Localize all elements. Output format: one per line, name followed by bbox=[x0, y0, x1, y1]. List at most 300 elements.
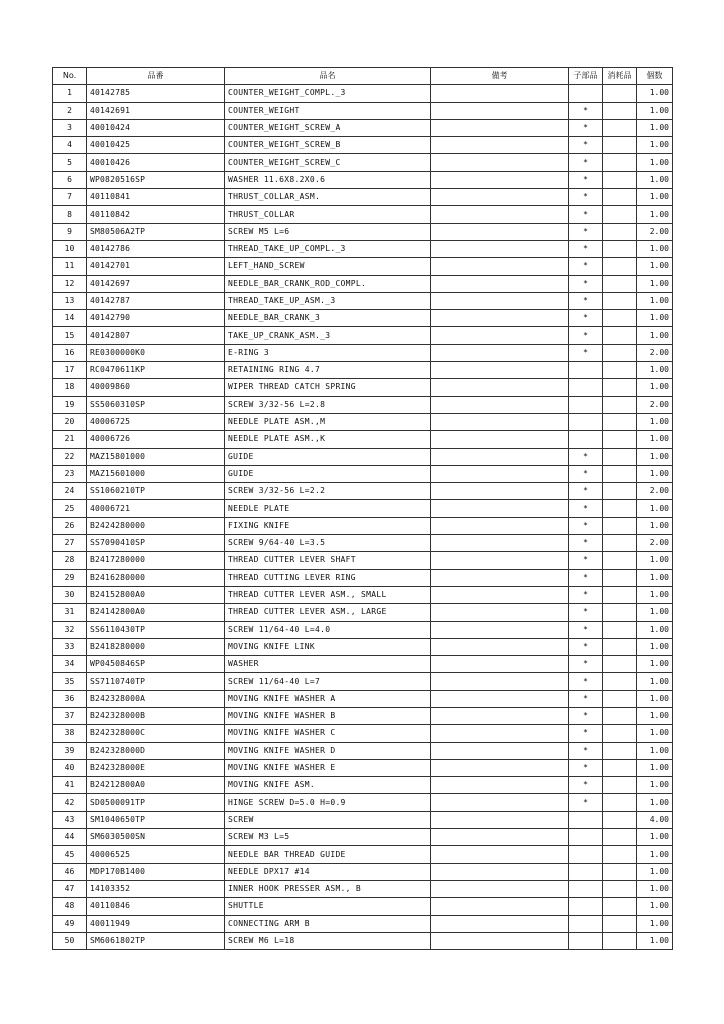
cell-consumable bbox=[603, 552, 637, 569]
table-row bbox=[53, 777, 673, 794]
cell-no: 3 bbox=[53, 119, 87, 136]
cell-no: 32 bbox=[53, 621, 87, 638]
cell-consumable bbox=[603, 137, 637, 154]
cell-qty: 2.00 bbox=[637, 396, 673, 413]
cell-sub: * bbox=[569, 552, 603, 569]
cell-code: 40010424 bbox=[87, 119, 225, 136]
cell-name: CONNECTING ARM B bbox=[225, 915, 431, 932]
cell-name: THRUST_COLLAR bbox=[225, 206, 431, 223]
cell-qty: 1.00 bbox=[637, 362, 673, 379]
cell-name: COUNTER_WEIGHT_SCREW_A bbox=[225, 119, 431, 136]
cell-code: 14103352 bbox=[87, 880, 225, 897]
cell-code: SS1060210TP bbox=[87, 483, 225, 500]
cell-no: 39 bbox=[53, 742, 87, 759]
cell-qty: 1.00 bbox=[637, 206, 673, 223]
cell-qty: 1.00 bbox=[637, 707, 673, 724]
cell-qty: 1.00 bbox=[637, 310, 673, 327]
cell-code: MAZ15801000 bbox=[87, 448, 225, 465]
cell-consumable bbox=[603, 690, 637, 707]
cell-sub: * bbox=[569, 656, 603, 673]
cell-consumable bbox=[603, 915, 637, 932]
cell-no: 19 bbox=[53, 396, 87, 413]
cell-no: 23 bbox=[53, 465, 87, 482]
table-row bbox=[53, 863, 673, 880]
cell-consumable bbox=[603, 829, 637, 846]
cell-remarks bbox=[431, 362, 569, 379]
cell-name: TAKE_UP_CRANK_ASM._3 bbox=[225, 327, 431, 344]
cell-consumable bbox=[603, 189, 637, 206]
cell-consumable bbox=[603, 292, 637, 309]
cell-name: RETAINING RING 4.7 bbox=[225, 362, 431, 379]
cell-remarks bbox=[431, 85, 569, 102]
cell-qty: 1.00 bbox=[637, 431, 673, 448]
cell-qty: 1.00 bbox=[637, 569, 673, 586]
cell-qty: 1.00 bbox=[637, 586, 673, 603]
cell-consumable bbox=[603, 258, 637, 275]
table-row bbox=[53, 880, 673, 897]
cell-sub: * bbox=[569, 673, 603, 690]
table-row bbox=[53, 206, 673, 223]
table-row bbox=[53, 915, 673, 932]
cell-qty: 1.00 bbox=[637, 829, 673, 846]
cell-no: 18 bbox=[53, 379, 87, 396]
cell-no: 48 bbox=[53, 898, 87, 915]
cell-code: SM6030500SN bbox=[87, 829, 225, 846]
cell-qty: 1.00 bbox=[637, 759, 673, 776]
table-row bbox=[53, 171, 673, 188]
cell-sub: * bbox=[569, 569, 603, 586]
table-row bbox=[53, 413, 673, 430]
cell-no: 33 bbox=[53, 638, 87, 655]
cell-qty: 1.00 bbox=[637, 932, 673, 949]
cell-consumable bbox=[603, 604, 637, 621]
cell-remarks bbox=[431, 656, 569, 673]
cell-sub: * bbox=[569, 171, 603, 188]
cell-consumable bbox=[603, 517, 637, 534]
cell-code: B242328000C bbox=[87, 725, 225, 742]
cell-sub: * bbox=[569, 586, 603, 603]
cell-code: 40142807 bbox=[87, 327, 225, 344]
cell-code: B2424280000 bbox=[87, 517, 225, 534]
cell-code: 40142701 bbox=[87, 258, 225, 275]
cell-code: 40011949 bbox=[87, 915, 225, 932]
cell-sub bbox=[569, 829, 603, 846]
cell-name: NEEDLE_BAR_CRANK_3 bbox=[225, 310, 431, 327]
cell-remarks bbox=[431, 448, 569, 465]
table-row bbox=[53, 344, 673, 361]
cell-consumable bbox=[603, 673, 637, 690]
cell-no: 35 bbox=[53, 673, 87, 690]
cell-name: SCREW M3 L=5 bbox=[225, 829, 431, 846]
cell-name: MOVING KNIFE LINK bbox=[225, 638, 431, 655]
cell-no: 47 bbox=[53, 880, 87, 897]
cell-no: 43 bbox=[53, 811, 87, 828]
cell-sub: * bbox=[569, 621, 603, 638]
cell-remarks bbox=[431, 552, 569, 569]
cell-code: B2417280000 bbox=[87, 552, 225, 569]
table-row bbox=[53, 898, 673, 915]
cell-consumable bbox=[603, 413, 637, 430]
cell-no: 17 bbox=[53, 362, 87, 379]
cell-qty: 1.00 bbox=[637, 102, 673, 119]
cell-sub bbox=[569, 932, 603, 949]
table-row bbox=[53, 119, 673, 136]
cell-remarks bbox=[431, 638, 569, 655]
cell-qty: 2.00 bbox=[637, 223, 673, 240]
cell-consumable bbox=[603, 777, 637, 794]
cell-name: SCREW 9/64-40 L=3.5 bbox=[225, 535, 431, 552]
cell-sub: * bbox=[569, 517, 603, 534]
cell-remarks bbox=[431, 932, 569, 949]
cell-consumable bbox=[603, 707, 637, 724]
cell-no: 29 bbox=[53, 569, 87, 586]
cell-sub: * bbox=[569, 344, 603, 361]
cell-sub: * bbox=[569, 500, 603, 517]
cell-code: 40110846 bbox=[87, 898, 225, 915]
cell-consumable bbox=[603, 846, 637, 863]
cell-remarks bbox=[431, 880, 569, 897]
cell-qty: 1.00 bbox=[637, 448, 673, 465]
cell-remarks bbox=[431, 673, 569, 690]
cell-no: 24 bbox=[53, 483, 87, 500]
cell-no: 49 bbox=[53, 915, 87, 932]
cell-qty: 1.00 bbox=[637, 656, 673, 673]
cell-no: 6 bbox=[53, 171, 87, 188]
cell-name: WIPER THREAD CATCH SPRING bbox=[225, 379, 431, 396]
table-row bbox=[53, 552, 673, 569]
cell-no: 7 bbox=[53, 189, 87, 206]
header-code: 品番 bbox=[87, 68, 225, 85]
cell-name: HINGE SCREW D=5.0 H=0.9 bbox=[225, 794, 431, 811]
cell-qty: 1.00 bbox=[637, 777, 673, 794]
table-row bbox=[53, 690, 673, 707]
cell-name: MOVING KNIFE WASHER C bbox=[225, 725, 431, 742]
cell-sub bbox=[569, 431, 603, 448]
cell-sub: * bbox=[569, 275, 603, 292]
cell-sub bbox=[569, 379, 603, 396]
cell-consumable bbox=[603, 880, 637, 897]
cell-qty: 1.00 bbox=[637, 604, 673, 621]
cell-code: B2418280000 bbox=[87, 638, 225, 655]
cell-qty: 1.00 bbox=[637, 327, 673, 344]
cell-name: WASHER 11.6X8.2X0.6 bbox=[225, 171, 431, 188]
cell-name: COUNTER_WEIGHT_SCREW_C bbox=[225, 154, 431, 171]
cell-qty: 2.00 bbox=[637, 344, 673, 361]
cell-qty: 1.00 bbox=[637, 690, 673, 707]
cell-name: SCREW 3/32-56 L=2.2 bbox=[225, 483, 431, 500]
cell-consumable bbox=[603, 621, 637, 638]
cell-consumable bbox=[603, 638, 637, 655]
cell-name: MOVING KNIFE WASHER A bbox=[225, 690, 431, 707]
cell-qty: 1.00 bbox=[637, 413, 673, 430]
table-row bbox=[53, 258, 673, 275]
cell-sub: * bbox=[569, 240, 603, 257]
cell-name: GUIDE bbox=[225, 465, 431, 482]
cell-qty: 1.00 bbox=[637, 794, 673, 811]
cell-consumable bbox=[603, 811, 637, 828]
cell-no: 50 bbox=[53, 932, 87, 949]
cell-consumable bbox=[603, 586, 637, 603]
table-row bbox=[53, 189, 673, 206]
cell-no: 46 bbox=[53, 863, 87, 880]
table-row bbox=[53, 102, 673, 119]
table-row bbox=[53, 275, 673, 292]
cell-code: 40110842 bbox=[87, 206, 225, 223]
cell-code: B242328000B bbox=[87, 707, 225, 724]
cell-name: NEEDLE PLATE ASM.,K bbox=[225, 431, 431, 448]
cell-qty: 1.00 bbox=[637, 552, 673, 569]
cell-consumable bbox=[603, 465, 637, 482]
cell-no: 11 bbox=[53, 258, 87, 275]
cell-code: B242328000E bbox=[87, 759, 225, 776]
cell-no: 2 bbox=[53, 102, 87, 119]
cell-consumable bbox=[603, 725, 637, 742]
cell-name: MOVING KNIFE ASM. bbox=[225, 777, 431, 794]
cell-remarks bbox=[431, 742, 569, 759]
cell-consumable bbox=[603, 759, 637, 776]
cell-name: THRUST_COLLAR_ASM. bbox=[225, 189, 431, 206]
table-row bbox=[53, 932, 673, 949]
table-row bbox=[53, 483, 673, 500]
table-row bbox=[53, 240, 673, 257]
cell-qty: 1.00 bbox=[637, 292, 673, 309]
cell-remarks bbox=[431, 137, 569, 154]
cell-consumable bbox=[603, 275, 637, 292]
cell-remarks bbox=[431, 102, 569, 119]
cell-qty: 1.00 bbox=[637, 258, 673, 275]
cell-code: 40142785 bbox=[87, 85, 225, 102]
cell-sub: * bbox=[569, 258, 603, 275]
header-no: No. bbox=[53, 68, 87, 85]
header-qty: 個数 bbox=[637, 68, 673, 85]
cell-consumable bbox=[603, 500, 637, 517]
table-body bbox=[53, 85, 673, 950]
cell-code: 40010425 bbox=[87, 137, 225, 154]
cell-sub: * bbox=[569, 638, 603, 655]
cell-code: 40142691 bbox=[87, 102, 225, 119]
cell-no: 40 bbox=[53, 759, 87, 776]
cell-sub bbox=[569, 413, 603, 430]
cell-name: SCREW 11/64-40 L=7 bbox=[225, 673, 431, 690]
table-row bbox=[53, 448, 673, 465]
cell-code: SS5060310SP bbox=[87, 396, 225, 413]
cell-remarks bbox=[431, 535, 569, 552]
cell-sub: * bbox=[569, 292, 603, 309]
cell-consumable bbox=[603, 154, 637, 171]
cell-no: 15 bbox=[53, 327, 87, 344]
cell-name: GUIDE bbox=[225, 448, 431, 465]
cell-no: 36 bbox=[53, 690, 87, 707]
cell-consumable bbox=[603, 327, 637, 344]
cell-name: NEEDLE PLATE ASM.,M bbox=[225, 413, 431, 430]
cell-code: 40142697 bbox=[87, 275, 225, 292]
cell-remarks bbox=[431, 223, 569, 240]
cell-remarks bbox=[431, 413, 569, 430]
table-row bbox=[53, 725, 673, 742]
cell-code: MAZ15601000 bbox=[87, 465, 225, 482]
cell-remarks bbox=[431, 569, 569, 586]
table-row bbox=[53, 154, 673, 171]
cell-code: B242328000D bbox=[87, 742, 225, 759]
cell-no: 38 bbox=[53, 725, 87, 742]
cell-code: 40006726 bbox=[87, 431, 225, 448]
cell-qty: 1.00 bbox=[637, 137, 673, 154]
cell-remarks bbox=[431, 725, 569, 742]
cell-qty: 1.00 bbox=[637, 85, 673, 102]
cell-code: MDP170B1400 bbox=[87, 863, 225, 880]
cell-sub: * bbox=[569, 154, 603, 171]
cell-no: 1 bbox=[53, 85, 87, 102]
cell-no: 25 bbox=[53, 500, 87, 517]
cell-no: 22 bbox=[53, 448, 87, 465]
cell-name: SCREW bbox=[225, 811, 431, 828]
cell-code: B24142800A0 bbox=[87, 604, 225, 621]
cell-no: 42 bbox=[53, 794, 87, 811]
cell-remarks bbox=[431, 379, 569, 396]
cell-consumable bbox=[603, 344, 637, 361]
cell-consumable bbox=[603, 535, 637, 552]
cell-name: FIXING KNIFE bbox=[225, 517, 431, 534]
cell-name: INNER HOOK PRESSER ASM., B bbox=[225, 880, 431, 897]
table-row bbox=[53, 396, 673, 413]
cell-qty: 1.00 bbox=[637, 171, 673, 188]
header-remarks: 備考 bbox=[431, 68, 569, 85]
cell-code: B242328000A bbox=[87, 690, 225, 707]
cell-no: 27 bbox=[53, 535, 87, 552]
cell-code: RC0470611KP bbox=[87, 362, 225, 379]
cell-sub bbox=[569, 863, 603, 880]
cell-name: MOVING KNIFE WASHER B bbox=[225, 707, 431, 724]
cell-qty: 4.00 bbox=[637, 811, 673, 828]
cell-qty: 1.00 bbox=[637, 898, 673, 915]
cell-code: SS7090410SP bbox=[87, 535, 225, 552]
cell-sub: * bbox=[569, 759, 603, 776]
cell-name: SCREW M5 L=6 bbox=[225, 223, 431, 240]
cell-code: RE0300000K0 bbox=[87, 344, 225, 361]
cell-name: NEEDLE_BAR_CRANK_ROD_COMPL. bbox=[225, 275, 431, 292]
table-row bbox=[53, 85, 673, 102]
cell-code: 40142790 bbox=[87, 310, 225, 327]
table-row bbox=[53, 621, 673, 638]
cell-qty: 1.00 bbox=[637, 725, 673, 742]
cell-qty: 1.00 bbox=[637, 500, 673, 517]
table-row bbox=[53, 846, 673, 863]
cell-no: 16 bbox=[53, 344, 87, 361]
cell-remarks bbox=[431, 310, 569, 327]
cell-consumable bbox=[603, 85, 637, 102]
cell-no: 4 bbox=[53, 137, 87, 154]
table-row bbox=[53, 656, 673, 673]
cell-code: 40142786 bbox=[87, 240, 225, 257]
cell-sub: * bbox=[569, 137, 603, 154]
cell-code: B24212800A0 bbox=[87, 777, 225, 794]
table-header-row bbox=[53, 68, 673, 85]
cell-remarks bbox=[431, 863, 569, 880]
cell-name: LEFT_HAND_SCREW bbox=[225, 258, 431, 275]
table-row bbox=[53, 604, 673, 621]
cell-consumable bbox=[603, 119, 637, 136]
cell-qty: 1.00 bbox=[637, 638, 673, 655]
cell-remarks bbox=[431, 171, 569, 188]
cell-sub bbox=[569, 396, 603, 413]
cell-remarks bbox=[431, 829, 569, 846]
cell-consumable bbox=[603, 362, 637, 379]
cell-no: 21 bbox=[53, 431, 87, 448]
cell-qty: 1.00 bbox=[637, 742, 673, 759]
cell-code: SM1040650TP bbox=[87, 811, 225, 828]
table-row bbox=[53, 500, 673, 517]
cell-sub bbox=[569, 362, 603, 379]
cell-consumable bbox=[603, 863, 637, 880]
table-row bbox=[53, 535, 673, 552]
cell-code: WP0450846SP bbox=[87, 656, 225, 673]
cell-no: 41 bbox=[53, 777, 87, 794]
cell-consumable bbox=[603, 171, 637, 188]
cell-sub: * bbox=[569, 725, 603, 742]
cell-name: COUNTER_WEIGHT_SCREW_B bbox=[225, 137, 431, 154]
cell-sub: * bbox=[569, 794, 603, 811]
cell-code: 40006721 bbox=[87, 500, 225, 517]
cell-qty: 1.00 bbox=[637, 465, 673, 482]
table-row bbox=[53, 465, 673, 482]
table-row bbox=[53, 431, 673, 448]
cell-remarks bbox=[431, 275, 569, 292]
cell-qty: 1.00 bbox=[637, 621, 673, 638]
cell-name: SCREW M6 L=18 bbox=[225, 932, 431, 949]
cell-qty: 2.00 bbox=[637, 535, 673, 552]
cell-name: THREAD_TAKE_UP_ASM._3 bbox=[225, 292, 431, 309]
table-row bbox=[53, 794, 673, 811]
cell-sub: * bbox=[569, 310, 603, 327]
cell-sub bbox=[569, 811, 603, 828]
cell-code: 40110841 bbox=[87, 189, 225, 206]
table-row bbox=[53, 742, 673, 759]
cell-remarks bbox=[431, 759, 569, 776]
cell-name: COUNTER_WEIGHT bbox=[225, 102, 431, 119]
cell-name: THREAD_TAKE_UP_COMPL._3 bbox=[225, 240, 431, 257]
cell-no: 31 bbox=[53, 604, 87, 621]
cell-qty: 1.00 bbox=[637, 275, 673, 292]
cell-sub bbox=[569, 898, 603, 915]
cell-remarks bbox=[431, 240, 569, 257]
cell-remarks bbox=[431, 915, 569, 932]
cell-consumable bbox=[603, 569, 637, 586]
table-row bbox=[53, 310, 673, 327]
table-row bbox=[53, 586, 673, 603]
cell-remarks bbox=[431, 707, 569, 724]
cell-no: 12 bbox=[53, 275, 87, 292]
cell-qty: 2.00 bbox=[637, 483, 673, 500]
cell-remarks bbox=[431, 431, 569, 448]
cell-name: NEEDLE DPX17 #14 bbox=[225, 863, 431, 880]
table-row bbox=[53, 569, 673, 586]
header-name: 品名 bbox=[225, 68, 431, 85]
table-row bbox=[53, 638, 673, 655]
table-row bbox=[53, 829, 673, 846]
cell-qty: 1.00 bbox=[637, 863, 673, 880]
cell-no: 5 bbox=[53, 154, 87, 171]
header-consumable: 消耗品 bbox=[603, 68, 637, 85]
cell-remarks bbox=[431, 206, 569, 223]
cell-remarks bbox=[431, 327, 569, 344]
cell-consumable bbox=[603, 206, 637, 223]
table-row bbox=[53, 707, 673, 724]
cell-no: 30 bbox=[53, 586, 87, 603]
cell-remarks bbox=[431, 483, 569, 500]
cell-qty: 1.00 bbox=[637, 189, 673, 206]
cell-name: SCREW 3/32-56 L=2.8 bbox=[225, 396, 431, 413]
cell-no: 14 bbox=[53, 310, 87, 327]
